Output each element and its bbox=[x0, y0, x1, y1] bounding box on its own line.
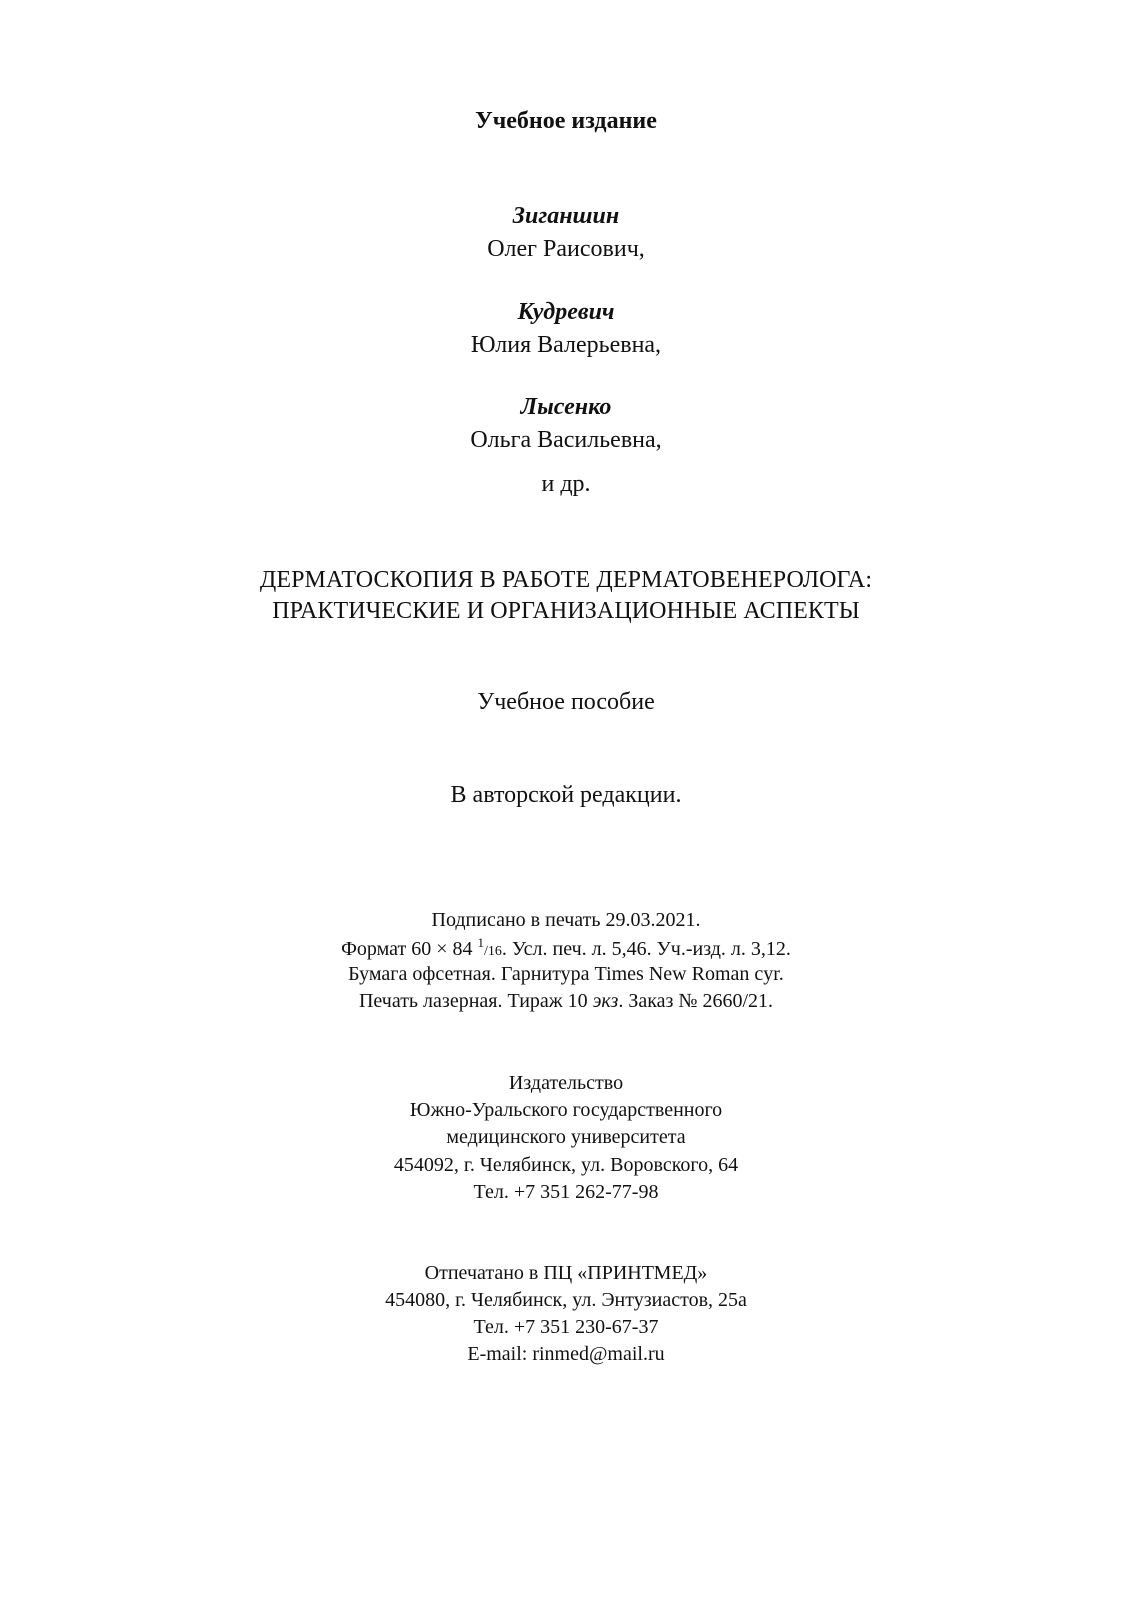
book-title-line-1: ДЕРМАТОСКОПИЯ В РАБОТЕ ДЕРМАТОВЕНЕРОЛОГА: bbox=[259, 567, 873, 593]
imprint-signed: Подписано в печать 29.03.2021. bbox=[431, 909, 701, 931]
format-numerator: 1 bbox=[477, 935, 484, 950]
author-1-surname: Зиганшин bbox=[512, 203, 620, 229]
publisher-address: 454092, г. Челябинск, ул. Воровского, 64 bbox=[393, 1154, 739, 1176]
et-al: и др. bbox=[541, 471, 591, 497]
author-2-given-name: Юлия Валерьевна, bbox=[470, 332, 662, 358]
publisher-line-1: Издательство bbox=[508, 1072, 624, 1094]
format-prefix: Формат 60 × 84 bbox=[341, 938, 478, 960]
author-3-given-name: Ольга Васильевна, bbox=[470, 427, 662, 453]
publisher-line-2: Южно-Уральского государственного bbox=[409, 1099, 723, 1121]
printer-email[interactable]: E-mail: rinmed@mail.ru bbox=[467, 1343, 665, 1365]
imprint-paper: Бумага офсетная. Гарнитура Times New Roman cyr. bbox=[348, 963, 784, 985]
author-2-surname: Кудревич bbox=[517, 299, 615, 325]
print-suffix: . Заказ № 2660/21. bbox=[618, 990, 774, 1012]
imprint-format bbox=[0, 935, 1132, 961]
book-subtitle: Учебное пособие bbox=[477, 689, 655, 715]
publisher-line-3: медицинского университета bbox=[446, 1126, 686, 1148]
printer-address: 454080, г. Челябинск, ул. Энтузиастов, 25а bbox=[385, 1289, 747, 1311]
printer-phone: Тел. +7 351 230-67-37 bbox=[473, 1316, 659, 1338]
printer-line-1: Отпечатано в ПЦ «ПРИНТМЕД» bbox=[424, 1262, 708, 1284]
imprint-print-run bbox=[0, 990, 1132, 1013]
format-denominator: /16 bbox=[484, 944, 502, 959]
format-suffix: . Усл. печ. л. 5,46. Уч.-изд. л. 3,12. bbox=[501, 938, 791, 960]
print-copies-abbrev: экз bbox=[592, 990, 619, 1012]
redaction-note: В авторской редакции. bbox=[450, 782, 682, 808]
print-prefix: Печать лазерная. Тираж 10 bbox=[358, 990, 593, 1012]
publisher-phone: Тел. +7 351 262-77-98 bbox=[473, 1181, 659, 1203]
author-3-surname: Лысенко bbox=[520, 394, 612, 420]
book-title-line-2: ПРАКТИЧЕСКИЕ И ОРГАНИЗАЦИОННЫЕ АСПЕКТЫ bbox=[272, 598, 860, 624]
author-1-given-name: Олег Раисович, bbox=[487, 236, 645, 262]
edition-type: Учебное издание bbox=[475, 108, 657, 134]
